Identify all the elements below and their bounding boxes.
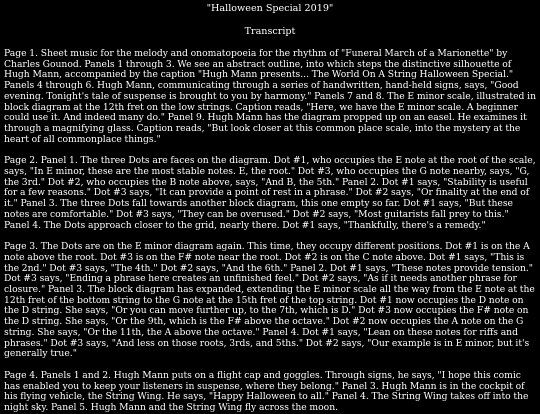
- paragraph-page-3: Page 3. The Dots are on the E minor diagram again. This time, they occupy different positions. Dot #1 is on the A note above the root. Dot #3 is on the F# note near the root. Dot #2 is on the C note above. Dot #1 says, "This is the 2nd." Dot #3 says, "The 4th." Dot #2 says, "And the 6th." Panel 2. Dot #1 says, "These notes provide tension." Dot #3 says, "Ending a phrase here creates an unfinished feel." Dot #2 says, "As if it needs another phrase for closure." Panel 3. The block diagram has expanded, extending the E minor scale all the way from the E note at the 12th fret of the bottom string to the G note at the 15th fret of the top string. Dot #1 now occupies the D note on the D string. She says, "Or you can move further up, to the 7th, which is D." Dot #3 now occupies the F# note on the D string. She says, "Or the 9th, which is the F# above the octave." Dot #2 now occupies the A note on the G string. She says, "Or the 11th, the A above the octave." Panel 4. Dot #1 says, "Lean on these notes for riffs and phrases." Dot #3 says, "And less on those roots, 3rds, and 5ths." Dot #2 says, "Our example is in E minor, but it's generally true.": [4, 241, 535, 360]
- paragraph-page-1: Page 1. Sheet music for the melody and onomatopoeia for the rhythm of "Funeral March of a Marionette" by Charles Gounod. Panels 1 through 3. We see an abstract outline, into which steps the distinctive silhouette of Hugh Mann, accompanied by the caption "Hugh Mann presents... The World On A String Halloween Special." Panels 4 through 6. Hugh Mann, communicating through a series of handwritten, hand-held signs, says, "Good evening. Tonight's tale of suspense is brought to you by harmony." Panels 7 and 8. The E minor scale, illustrated in block diagram at the 12th fret on the low strings. Caption reads, "Here, we have the E minor scale. A beginner could use it. And indeed many do." Panel 9. Hugh Mann has the diagram propped up on an easel. He examines it through a magnifying glass. Caption reads, "But look closer at this common place scale, into the mystery at the heart of all commonplace things.": [4, 48, 536, 145]
- transcript-body: [0, 49, 540, 414]
- paragraph-page-4: Page 4. Panels 1 and 2. Hugh Mann puts on a flight cap and goggles. Through signs, he says, "I hope this comic has enabled you to keep your listeners in suspense, where they belong." Panel 3. Hugh Mann is in the cockpit of his flying vehicle, the String Wing. He says, "Happy Halloween to all." Panel 4. The String Wing takes off into the night sky. Panel 5. Hugh Mann and the String Wing fly across the moon.: [4, 369, 529, 414]
- paragraph-page-2: Page 2. Panel 1. The three Dots are faces on the diagram. Dot #1, who occupies the E note at the root of the scale, says, "In E minor, these are the most stable notes. E, the root." Dot #3, who occupies the G note nearby, says, "G, the 3rd." Dot #2, who occupies the B note above, says, "And B, the 5th." Panel 2. Dot #1 says, "Stability is useful for a few reasons." Dot #3 says, "It can provide a point of rest in a phrase." Dot #2 says, "Or finality at the end of it." Panel 3. The three Dots fall towards another block diagram, this one empty so far. Dot #1 says, "But these notes are comfortable." Dot #3 says, "They can be overused." Dot #2 says, "Most guitarists fall prey to this." Panel 4. The Dots approach closer to the grid, nearly there. Dot #1 says, "Thankfully, there's a remedy.": [4, 155, 536, 231]
- document-title: "Halloween Special 2019": [206, 3, 334, 14]
- document-subtitle: Transcript: [244, 26, 296, 37]
